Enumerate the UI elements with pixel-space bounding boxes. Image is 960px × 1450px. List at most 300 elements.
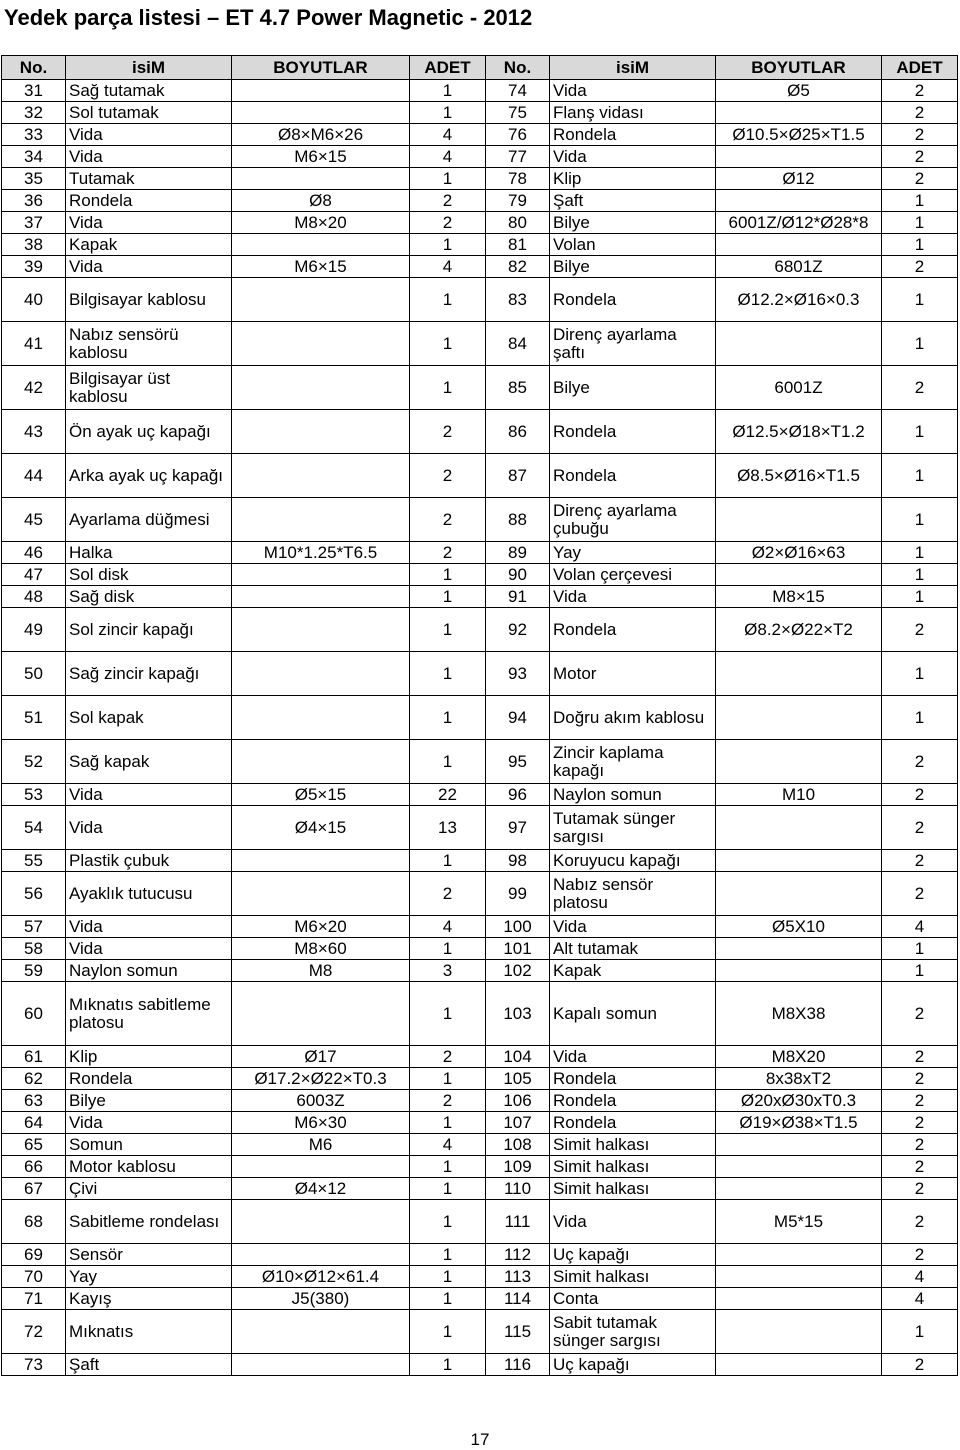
part-quantity: 1 — [882, 652, 958, 696]
part-quantity: 1 — [410, 1310, 486, 1354]
part-quantity: 1 — [882, 212, 958, 234]
part-dimensions — [232, 366, 410, 410]
part-number: 93 — [486, 652, 550, 696]
part-quantity: 2 — [410, 542, 486, 564]
part-dimensions — [716, 1288, 882, 1310]
part-number: 95 — [486, 740, 550, 784]
part-dimensions — [232, 1244, 410, 1266]
table-row — [2, 916, 958, 938]
part-name: Yay — [550, 542, 716, 564]
part-name: Sol kapak — [66, 696, 232, 740]
part-name: Vida — [66, 146, 232, 168]
part-quantity: 4 — [882, 1288, 958, 1310]
part-number: 91 — [486, 586, 550, 608]
part-number: 85 — [486, 366, 550, 410]
part-dimensions: Ø5×15 — [232, 784, 410, 806]
header-no: No. — [2, 56, 66, 80]
part-name: Nabız sensör platosu — [550, 872, 716, 916]
part-quantity: 1 — [410, 740, 486, 784]
part-dimensions — [232, 278, 410, 322]
part-quantity: 2 — [410, 190, 486, 212]
part-number: 103 — [486, 982, 550, 1046]
table-row — [2, 872, 958, 916]
part-quantity: 2 — [882, 806, 958, 850]
part-name: Rondela — [550, 124, 716, 146]
part-quantity: 1 — [410, 982, 486, 1046]
table-row — [2, 168, 958, 190]
header-quantity: ADET — [410, 56, 486, 80]
part-number: 38 — [2, 234, 66, 256]
part-name: Tutamak sünger sargısı — [550, 806, 716, 850]
part-number: 52 — [2, 740, 66, 784]
part-number: 43 — [2, 410, 66, 454]
table-row — [2, 850, 958, 872]
table-row — [2, 1156, 958, 1178]
part-number: 74 — [486, 80, 550, 102]
part-quantity: 2 — [882, 146, 958, 168]
part-number: 107 — [486, 1112, 550, 1134]
part-quantity: 1 — [410, 1266, 486, 1288]
part-quantity: 2 — [882, 124, 958, 146]
part-number: 96 — [486, 784, 550, 806]
part-quantity: 2 — [882, 1068, 958, 1090]
table-row — [2, 586, 958, 608]
part-name: Vida — [550, 916, 716, 938]
part-number: 110 — [486, 1178, 550, 1200]
part-number: 115 — [486, 1310, 550, 1354]
part-quantity: 1 — [882, 1310, 958, 1354]
part-dimensions — [716, 1354, 882, 1376]
part-quantity: 2 — [882, 982, 958, 1046]
part-dimensions — [716, 872, 882, 916]
part-name: Flanş vidası — [550, 102, 716, 124]
part-number: 114 — [486, 1288, 550, 1310]
part-name: Sensör — [66, 1244, 232, 1266]
part-quantity: 1 — [410, 278, 486, 322]
part-number: 82 — [486, 256, 550, 278]
table-row — [2, 1310, 958, 1354]
part-name: Ayarlama düğmesi — [66, 498, 232, 542]
part-name: Şaft — [550, 190, 716, 212]
part-dimensions — [716, 1244, 882, 1266]
table-row — [2, 1046, 958, 1068]
part-dimensions — [232, 586, 410, 608]
part-dimensions — [716, 1266, 882, 1288]
part-quantity: 1 — [410, 234, 486, 256]
part-quantity: 1 — [410, 102, 486, 124]
part-dimensions — [232, 652, 410, 696]
part-quantity: 1 — [882, 454, 958, 498]
part-dimensions: M10 — [716, 784, 882, 806]
part-dimensions — [232, 872, 410, 916]
part-number: 106 — [486, 1090, 550, 1112]
part-number: 50 — [2, 652, 66, 696]
part-name: Simit halkası — [550, 1156, 716, 1178]
part-dimensions — [716, 806, 882, 850]
part-number: 64 — [2, 1112, 66, 1134]
part-number: 31 — [2, 80, 66, 102]
part-name: Yay — [66, 1266, 232, 1288]
part-dimensions: Ø12.5×Ø18×T1.2 — [716, 410, 882, 454]
part-quantity: 2 — [882, 1354, 958, 1376]
part-number: 99 — [486, 872, 550, 916]
part-dimensions — [232, 454, 410, 498]
part-quantity: 1 — [882, 190, 958, 212]
part-name: Naylon somun — [66, 960, 232, 982]
part-dimensions — [716, 652, 882, 696]
part-name: Volan çerçevesi — [550, 564, 716, 586]
part-dimensions: Ø17 — [232, 1046, 410, 1068]
part-dimensions — [232, 850, 410, 872]
header-dimensions: BOYUTLAR — [232, 56, 410, 80]
part-number: 108 — [486, 1134, 550, 1156]
part-dimensions: M8×15 — [716, 586, 882, 608]
part-number: 90 — [486, 564, 550, 586]
part-quantity: 22 — [410, 784, 486, 806]
part-name: Halka — [66, 542, 232, 564]
table-row — [2, 1244, 958, 1266]
part-name: Vida — [550, 586, 716, 608]
table-row — [2, 806, 958, 850]
part-name: Ön ayak uç kapağı — [66, 410, 232, 454]
part-dimensions — [716, 146, 882, 168]
part-name: Simit halkası — [550, 1178, 716, 1200]
part-name: Nabız sensörü kablosu — [66, 322, 232, 366]
part-dimensions — [716, 498, 882, 542]
part-name: Kapalı somun — [550, 982, 716, 1046]
page-number: 17 — [470, 1430, 490, 1449]
part-name: Mıknatıs — [66, 1310, 232, 1354]
table-row — [2, 960, 958, 982]
part-name: Sağ zincir kapağı — [66, 652, 232, 696]
part-name: Sol tutamak — [66, 102, 232, 124]
part-name: Rondela — [550, 1112, 716, 1134]
part-name: Arka ayak uç kapağı — [66, 454, 232, 498]
part-number: 36 — [2, 190, 66, 212]
part-name: Rondela — [550, 278, 716, 322]
part-number: 56 — [2, 872, 66, 916]
part-name: Uç kapağı — [550, 1244, 716, 1266]
part-quantity: 2 — [410, 410, 486, 454]
part-quantity: 2 — [882, 1178, 958, 1200]
part-number: 42 — [2, 366, 66, 410]
part-quantity: 1 — [410, 1068, 486, 1090]
part-quantity: 1 — [882, 564, 958, 586]
part-quantity: 1 — [410, 652, 486, 696]
part-quantity: 2 — [882, 850, 958, 872]
part-name: Bilgisayar üst kablosu — [66, 366, 232, 410]
part-name: Bilye — [550, 366, 716, 410]
part-number: 84 — [486, 322, 550, 366]
part-name: Conta — [550, 1288, 716, 1310]
table-row — [2, 212, 958, 234]
part-name: Alt tutamak — [550, 938, 716, 960]
part-dimensions — [232, 234, 410, 256]
part-quantity: 2 — [882, 1090, 958, 1112]
part-dimensions — [716, 960, 882, 982]
table-row — [2, 410, 958, 454]
part-quantity: 2 — [410, 498, 486, 542]
table-row — [2, 1178, 958, 1200]
part-number: 51 — [2, 696, 66, 740]
part-quantity: 1 — [410, 322, 486, 366]
part-quantity: 1 — [410, 168, 486, 190]
part-quantity: 2 — [882, 1046, 958, 1068]
table-row — [2, 938, 958, 960]
part-quantity: 2 — [882, 80, 958, 102]
part-name: Doğru akım kablosu — [550, 696, 716, 740]
part-number: 101 — [486, 938, 550, 960]
part-quantity: 2 — [882, 1112, 958, 1134]
part-dimensions — [716, 696, 882, 740]
table-row — [2, 234, 958, 256]
part-dimensions — [232, 564, 410, 586]
part-name: Zincir kaplama kapağı — [550, 740, 716, 784]
part-name: Vida — [66, 212, 232, 234]
part-quantity: 1 — [410, 366, 486, 410]
part-dimensions — [232, 1354, 410, 1376]
part-number: 77 — [486, 146, 550, 168]
part-number: 69 — [2, 1244, 66, 1266]
part-name: Rondela — [66, 1068, 232, 1090]
table-row — [2, 80, 958, 102]
table-row — [2, 190, 958, 212]
part-name: Vida — [66, 256, 232, 278]
part-dimensions: 6001Z — [716, 366, 882, 410]
part-quantity: 2 — [410, 212, 486, 234]
part-number: 105 — [486, 1068, 550, 1090]
part-number: 61 — [2, 1046, 66, 1068]
part-name: Vida — [550, 1200, 716, 1244]
part-name: Volan — [550, 234, 716, 256]
part-dimensions: 6003Z — [232, 1090, 410, 1112]
part-dimensions: 6001Z/Ø12*Ø28*8 — [716, 212, 882, 234]
part-dimensions: M6×20 — [232, 916, 410, 938]
part-name: Kapak — [550, 960, 716, 982]
part-name: Sabit tutamak sünger sargısı — [550, 1310, 716, 1354]
part-name: Vida — [550, 80, 716, 102]
table-row — [2, 1354, 958, 1376]
part-quantity: 1 — [882, 322, 958, 366]
part-name: Sağ tutamak — [66, 80, 232, 102]
part-quantity: 2 — [882, 1200, 958, 1244]
part-number: 54 — [2, 806, 66, 850]
part-name: Klip — [66, 1046, 232, 1068]
table-row — [2, 982, 958, 1046]
header-dimensions: BOYUTLAR — [716, 56, 882, 80]
part-number: 66 — [2, 1156, 66, 1178]
part-name: Rondela — [66, 190, 232, 212]
table-row — [2, 1266, 958, 1288]
part-number: 53 — [2, 784, 66, 806]
part-name: Sol zincir kapağı — [66, 608, 232, 652]
part-quantity: 2 — [882, 872, 958, 916]
part-quantity: 1 — [882, 586, 958, 608]
part-dimensions: M8X38 — [716, 982, 882, 1046]
part-quantity: 1 — [882, 410, 958, 454]
part-name: Koruyucu kapağı — [550, 850, 716, 872]
part-name: Vida — [66, 784, 232, 806]
part-quantity: 2 — [882, 256, 958, 278]
part-number: 102 — [486, 960, 550, 982]
part-name: Uç kapağı — [550, 1354, 716, 1376]
part-dimensions: J5(380) — [232, 1288, 410, 1310]
part-quantity: 2 — [882, 784, 958, 806]
part-number: 49 — [2, 608, 66, 652]
table-row — [2, 1112, 958, 1134]
part-quantity: 3 — [410, 960, 486, 982]
part-number: 71 — [2, 1288, 66, 1310]
part-quantity: 1 — [410, 1288, 486, 1310]
part-dimensions: Ø19×Ø38×T1.5 — [716, 1112, 882, 1134]
part-number: 48 — [2, 586, 66, 608]
part-quantity: 2 — [882, 102, 958, 124]
part-quantity: 1 — [410, 850, 486, 872]
table-row — [2, 1200, 958, 1244]
part-name: Bilye — [550, 256, 716, 278]
part-quantity: 1 — [882, 542, 958, 564]
part-dimensions: M8×60 — [232, 938, 410, 960]
part-number: 78 — [486, 168, 550, 190]
part-number: 113 — [486, 1266, 550, 1288]
part-quantity: 2 — [410, 454, 486, 498]
part-name: Rondela — [550, 608, 716, 652]
table-header-row — [2, 56, 958, 80]
part-name: Somun — [66, 1134, 232, 1156]
part-name: Vida — [550, 146, 716, 168]
part-number: 89 — [486, 542, 550, 564]
part-dimensions — [232, 1200, 410, 1244]
table-row — [2, 1288, 958, 1310]
part-name: Şaft — [66, 1354, 232, 1376]
part-number: 100 — [486, 916, 550, 938]
part-dimensions — [232, 80, 410, 102]
part-dimensions — [232, 322, 410, 366]
part-dimensions: Ø8.5×Ø16×T1.5 — [716, 454, 882, 498]
part-dimensions — [716, 740, 882, 784]
part-number: 32 — [2, 102, 66, 124]
table-row — [2, 124, 958, 146]
part-number: 92 — [486, 608, 550, 652]
part-quantity: 1 — [410, 938, 486, 960]
part-quantity: 1 — [882, 938, 958, 960]
part-dimensions — [232, 168, 410, 190]
part-quantity: 4 — [410, 916, 486, 938]
table-row — [2, 146, 958, 168]
part-number: 35 — [2, 168, 66, 190]
header-no: No. — [486, 56, 550, 80]
part-number: 47 — [2, 564, 66, 586]
part-dimensions — [232, 102, 410, 124]
part-dimensions: 8x38xT2 — [716, 1068, 882, 1090]
part-quantity: 4 — [882, 916, 958, 938]
part-name: Sağ disk — [66, 586, 232, 608]
part-number: 94 — [486, 696, 550, 740]
table-row — [2, 1068, 958, 1090]
part-quantity: 2 — [882, 366, 958, 410]
part-number: 70 — [2, 1266, 66, 1288]
part-number: 112 — [486, 1244, 550, 1266]
part-number: 65 — [2, 1134, 66, 1156]
part-quantity: 4 — [882, 1266, 958, 1288]
part-number: 104 — [486, 1046, 550, 1068]
part-quantity: 2 — [410, 1090, 486, 1112]
page-title: Yedek parça listesi – ET 4.7 Power Magnetic - 2012 — [4, 5, 533, 30]
part-number: 34 — [2, 146, 66, 168]
part-name: Naylon somun — [550, 784, 716, 806]
part-number: 98 — [486, 850, 550, 872]
part-name: Motor — [550, 652, 716, 696]
part-dimensions — [716, 190, 882, 212]
part-quantity: 1 — [410, 564, 486, 586]
part-dimensions: M10*1.25*T6.5 — [232, 542, 410, 564]
part-number: 63 — [2, 1090, 66, 1112]
part-name: Sol disk — [66, 564, 232, 586]
part-quantity: 2 — [882, 740, 958, 784]
part-name: Sabitleme rondelası — [66, 1200, 232, 1244]
part-dimensions: Ø12 — [716, 168, 882, 190]
table-row — [2, 1090, 958, 1112]
parts-table-body — [2, 80, 958, 1376]
part-number: 75 — [486, 102, 550, 124]
part-quantity: 4 — [410, 1134, 486, 1156]
part-dimensions: M8X20 — [716, 1046, 882, 1068]
table-row — [2, 256, 958, 278]
part-number: 86 — [486, 410, 550, 454]
part-dimensions: Ø8.2×Ø22×T2 — [716, 608, 882, 652]
part-quantity: 1 — [410, 696, 486, 740]
table-row — [2, 696, 958, 740]
part-name: Vida — [66, 938, 232, 960]
header-name: isiM — [550, 56, 716, 80]
part-number: 59 — [2, 960, 66, 982]
part-name: Bilye — [550, 212, 716, 234]
table-row — [2, 454, 958, 498]
part-name: Vida — [66, 124, 232, 146]
table-row — [2, 322, 958, 366]
part-dimensions — [716, 322, 882, 366]
part-dimensions: Ø17.2×Ø22×T0.3 — [232, 1068, 410, 1090]
part-name: Rondela — [550, 1090, 716, 1112]
part-name: Kapak — [66, 234, 232, 256]
part-name: Kayış — [66, 1288, 232, 1310]
part-dimensions — [716, 938, 882, 960]
part-number: 80 — [486, 212, 550, 234]
part-quantity: 2 — [882, 1156, 958, 1178]
part-dimensions: Ø5X10 — [716, 916, 882, 938]
part-name: Plastik çubuk — [66, 850, 232, 872]
part-quantity: 1 — [882, 498, 958, 542]
part-number: 109 — [486, 1156, 550, 1178]
part-quantity: 1 — [410, 80, 486, 102]
part-number: 76 — [486, 124, 550, 146]
part-quantity: 2 — [882, 608, 958, 652]
part-name: Klip — [550, 168, 716, 190]
part-number: 55 — [2, 850, 66, 872]
part-dimensions: Ø5 — [716, 80, 882, 102]
part-dimensions — [716, 1156, 882, 1178]
part-dimensions: Ø4×12 — [232, 1178, 410, 1200]
part-name: Çivi — [66, 1178, 232, 1200]
part-dimensions: M8 — [232, 960, 410, 982]
part-quantity: 2 — [410, 872, 486, 916]
part-name: Simit halkası — [550, 1134, 716, 1156]
part-name: Vida — [66, 916, 232, 938]
parts-table — [1, 55, 958, 1376]
part-quantity: 1 — [410, 1200, 486, 1244]
part-number: 72 — [2, 1310, 66, 1354]
part-quantity: 1 — [410, 1244, 486, 1266]
